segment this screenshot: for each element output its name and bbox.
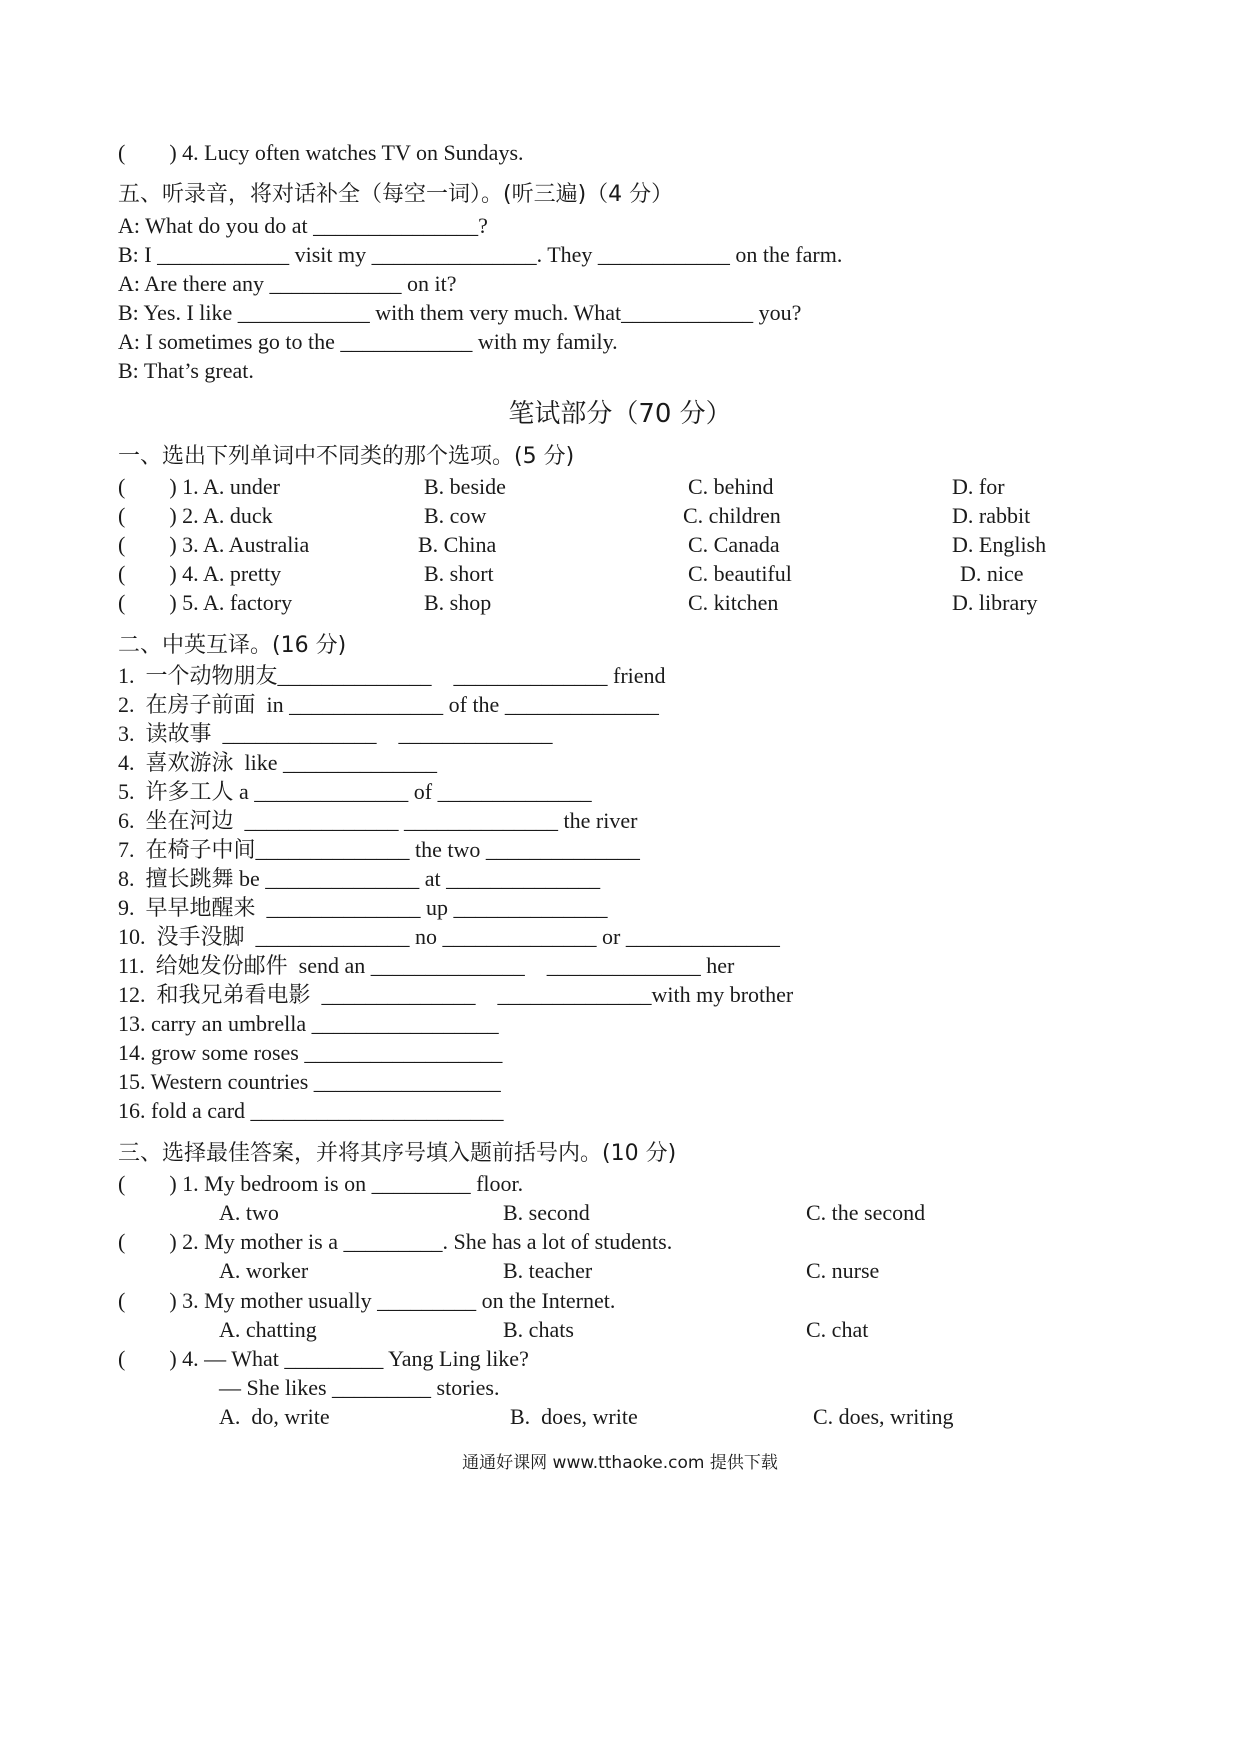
choice-d: D. rabbit <box>952 503 1031 528</box>
option-c: C. chat <box>806 1317 869 1342</box>
option-c: C. nurse <box>806 1258 880 1283</box>
choice-a: ( ) 4. A. pretty <box>118 561 282 586</box>
option-a: A. chatting <box>219 1317 317 1342</box>
choice-row <box>118 472 1118 502</box>
translation-item: 13. carry an umbrella _________________ <box>118 1011 499 1036</box>
choice-b: B. beside <box>424 474 506 499</box>
choice-b: B. shop <box>424 590 492 615</box>
dialogue-line: B: Yes. I like ____________ with them very much. What____________ you? <box>118 300 802 325</box>
part-1-heading: 一、选出下列单词中不同类的那个选项。(5 分) <box>118 444 575 469</box>
mc-question-stem: ( ) 2. My mother is a _________. She has a lot of students. <box>118 1229 673 1254</box>
choice-d: D. library <box>952 590 1038 615</box>
option-b: B. does, write <box>510 1404 638 1429</box>
translation-item: 8. 擅长跳舞 be ______________ at ______________ <box>118 866 601 891</box>
dialogue-line: A: Are there any ____________ on it? <box>118 271 457 296</box>
dialogue-line: B: That’s great. <box>118 358 254 383</box>
choice-c: C. beautiful <box>688 561 792 586</box>
option-c: C. the second <box>806 1200 926 1225</box>
choice-a: ( ) 5. A. factory <box>118 590 293 615</box>
choice-row <box>118 559 1118 589</box>
translation-item: 7. 在椅子中间______________ the two ______________ <box>118 837 640 862</box>
choice-c: C. Canada <box>688 532 780 557</box>
choice-b: B. short <box>424 561 494 586</box>
option-b: B. chats <box>503 1317 574 1342</box>
section-5-heading: 五、听录音，将对话补全（每空一词）。(听三遍)（4 分） <box>118 182 674 207</box>
written-part-title: 笔试部分（70 分） <box>508 399 732 429</box>
mc-options <box>118 1256 1118 1286</box>
choice-b: B. China <box>418 532 497 557</box>
mc-options <box>118 1402 1118 1432</box>
translation-item: 12. 和我兄弟看电影 ______________ ______________with my brother <box>118 982 794 1007</box>
choice-a: ( ) 1. A. under <box>118 474 280 499</box>
dialogue-line: B: I ____________ visit my _______________. They ____________ on the farm. <box>118 242 843 267</box>
translation-item: 14. grow some roses __________________ <box>118 1040 503 1065</box>
choice-row <box>118 530 1118 560</box>
translation-item: 9. 早早地醒来 ______________ up ______________ <box>118 895 608 920</box>
translation-item: 2. 在房子前面 in ______________ of the ______________ <box>118 692 659 717</box>
download-footer: 通通好课网 www.tthaoke.com 提供下载 <box>462 1453 778 1473</box>
choice-b: B. cow <box>424 503 487 528</box>
option-b: B. teacher <box>503 1258 593 1283</box>
translation-item: 6. 坐在河边 ______________ ______________ the river <box>118 808 638 833</box>
choice-row <box>118 588 1118 618</box>
choice-a: ( ) 2. A. duck <box>118 503 273 528</box>
choice-d: D. English <box>952 532 1047 557</box>
dialogue-line: A: I sometimes go to the ____________ with my family. <box>118 329 618 354</box>
translation-item: 15. Western countries _________________ <box>118 1069 501 1094</box>
option-a: A. do, write <box>219 1404 330 1429</box>
mc-question-stem-line-2: — She likes _________ stories. <box>219 1375 500 1400</box>
translation-item: 4. 喜欢游泳 like ______________ <box>118 750 437 775</box>
choice-d: D. nice <box>960 561 1024 586</box>
choice-row <box>118 501 1118 531</box>
option-c: C. does, writing <box>813 1404 954 1429</box>
option-b: B. second <box>503 1200 590 1225</box>
option-a: A. worker <box>219 1258 309 1283</box>
mc-question-stem: ( ) 1. My bedroom is on _________ floor. <box>118 1171 524 1196</box>
choice-c: C. kitchen <box>688 590 779 615</box>
translation-item: 16. fold a card _______________________ <box>118 1098 504 1123</box>
translation-item: 11. 给她发份邮件 send an ______________ ______________ her <box>118 953 735 978</box>
translation-item: 1. 一个动物朋友______________ ______________ friend <box>118 663 666 688</box>
translation-item: 10. 没手没脚 ______________ no ______________ or ______________ <box>118 924 780 949</box>
choice-d: D. for <box>952 474 1005 499</box>
mc-options <box>118 1198 1118 1228</box>
dialogue-line: A: What do you do at _______________? <box>118 213 488 238</box>
mc-options <box>118 1315 1118 1345</box>
part-3-heading: 三、选择最佳答案，并将其序号填入题前括号内。(10 分) <box>118 1141 677 1166</box>
choice-a: ( ) 3. A. Australia <box>118 532 310 557</box>
option-a: A. two <box>219 1200 279 1225</box>
translation-item: 3. 读故事 ______________ ______________ <box>118 721 553 746</box>
mc-question-stem: ( ) 4. — What _________ Yang Ling like? <box>118 1346 529 1371</box>
choice-c: C. children <box>683 503 781 528</box>
mc-question-stem: ( ) 3. My mother usually _________ on the Internet. <box>118 1288 616 1313</box>
listening-question-4: ( ) 4. Lucy often watches TV on Sundays. <box>118 140 524 165</box>
choice-c: C. behind <box>688 474 774 499</box>
translation-item: 5. 许多工人 a ______________ of ______________ <box>118 779 592 804</box>
part-2-heading: 二、中英互译。(16 分) <box>118 633 347 658</box>
